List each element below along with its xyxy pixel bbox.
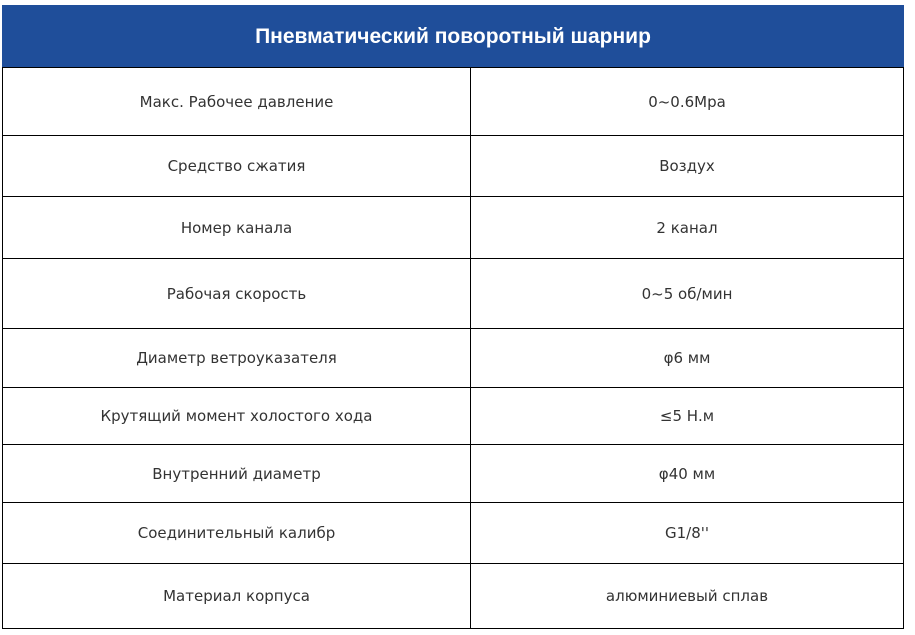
param-name: Крутящий момент холостого хода (3, 388, 471, 445)
param-value: G1/8'' (471, 503, 904, 564)
param-name: Средство сжатия (3, 136, 471, 197)
param-value: 0~5 об/мин (471, 259, 904, 329)
table-row (3, 197, 904, 259)
param-value: 0~0.6Mpa (471, 68, 904, 136)
param-name: Номер канала (3, 197, 471, 259)
param-name: Диаметр ветроуказателя (3, 329, 471, 388)
table-row (3, 388, 904, 445)
table-row (3, 329, 904, 388)
table-header-row (3, 6, 904, 68)
table-row (3, 445, 904, 503)
table-row (3, 503, 904, 564)
param-value: φ6 мм (471, 329, 904, 388)
param-value: алюминиевый сплав (471, 564, 904, 629)
param-name: Материал корпуса (3, 564, 471, 629)
param-name: Соединительный калибр (3, 503, 471, 564)
table-row (3, 564, 904, 629)
table-title: Пневматический поворотный шарнир (3, 6, 904, 68)
param-value: Воздух (471, 136, 904, 197)
param-value: 2 канал (471, 197, 904, 259)
spec-table (2, 5, 904, 629)
param-value: φ40 мм (471, 445, 904, 503)
table-row (3, 68, 904, 136)
param-name: Макс. Рабочее давление (3, 68, 471, 136)
param-name: Рабочая скорость (3, 259, 471, 329)
param-name: Внутренний диаметр (3, 445, 471, 503)
table-row (3, 259, 904, 329)
param-value: ≤5 Н.м (471, 388, 904, 445)
table-row (3, 136, 904, 197)
